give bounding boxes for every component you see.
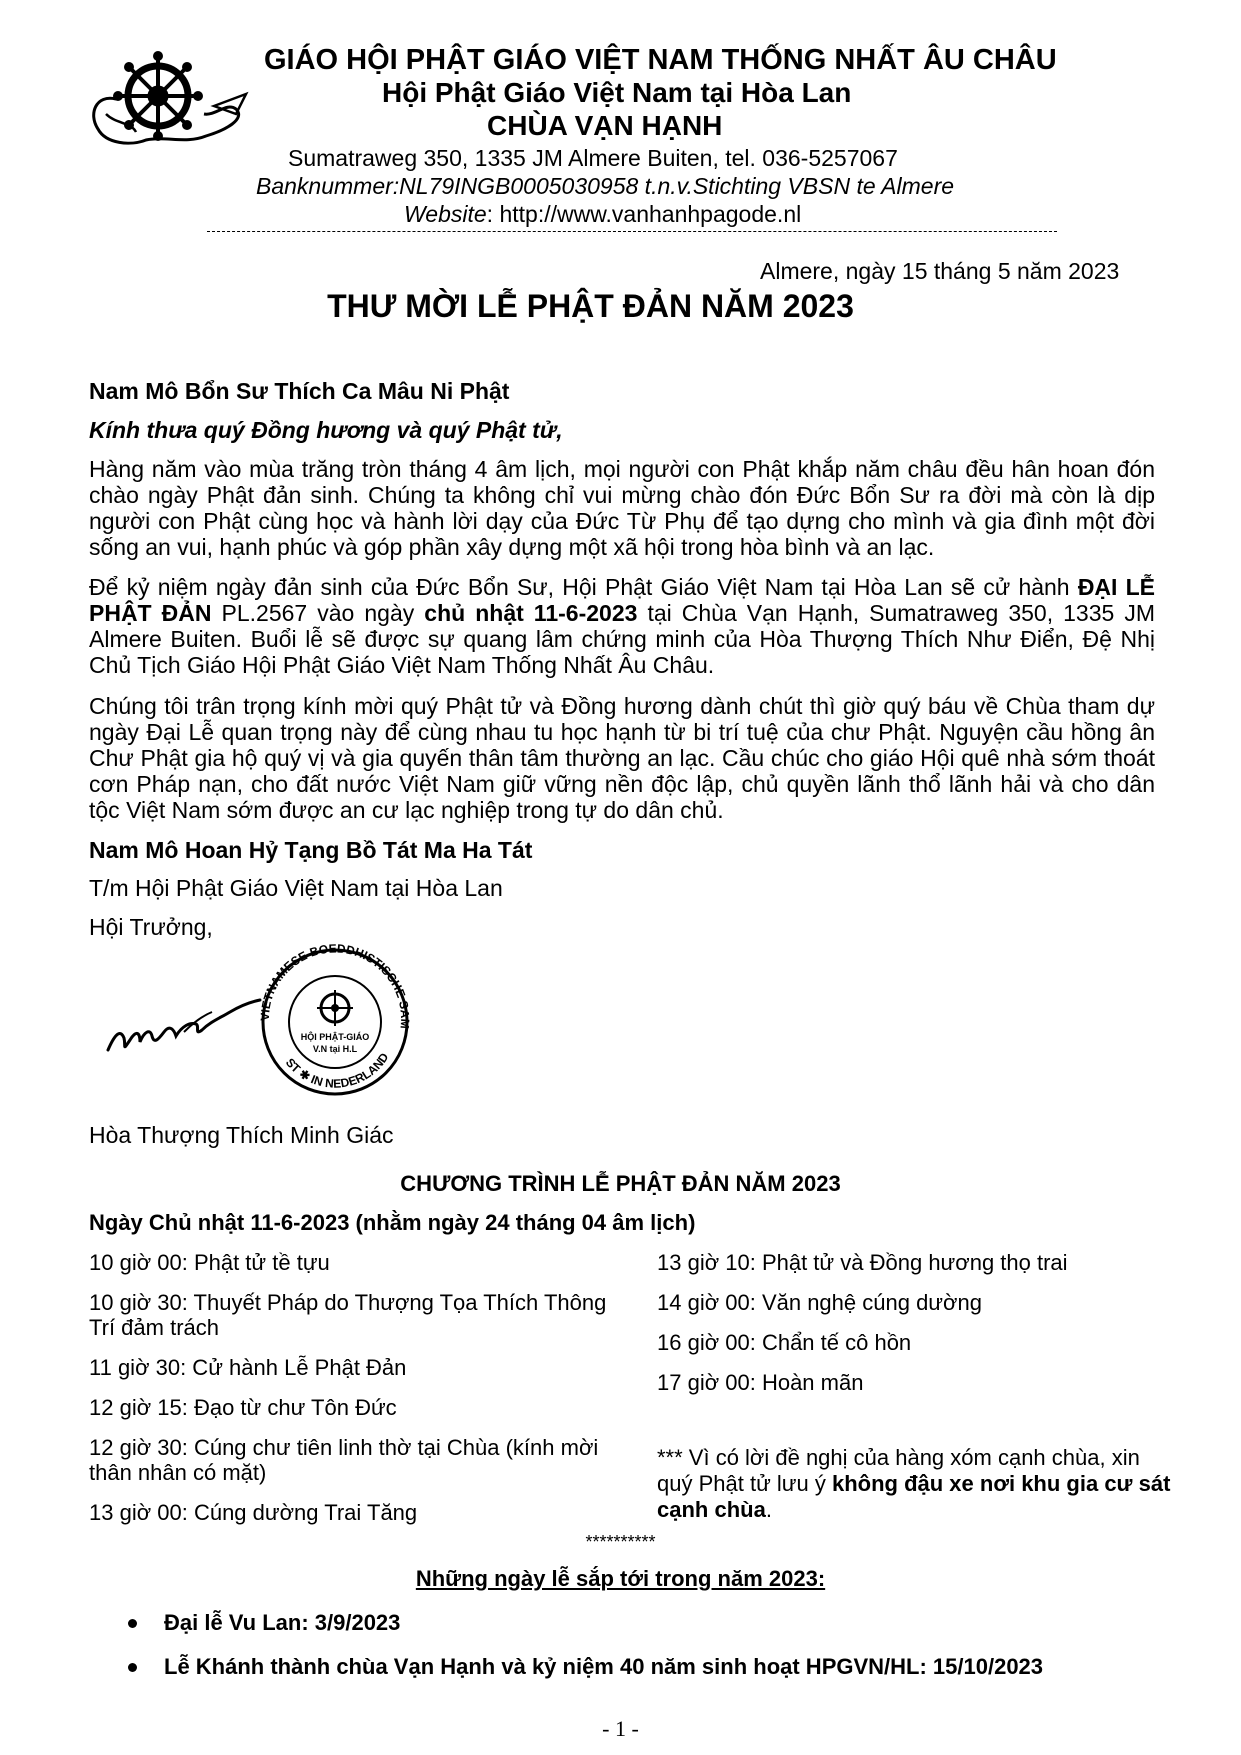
temple-logo — [86, 44, 261, 154]
program-right-column — [657, 1250, 1167, 1410]
program-item: 17 giờ 00: Hoàn mãn — [657, 1370, 864, 1395]
upcoming-item-text: Lễ Khánh thành chùa Vạn Hạnh và kỷ niệm 40 năm sinh hoạt HPGVN/HL: 15/10/2023 — [164, 1654, 1044, 1679]
program-item: 10 giờ 00: Phật tử tề tựu — [89, 1250, 330, 1275]
bullet-icon — [128, 1619, 137, 1628]
upcoming-item-text: Đại lễ Vu Lan: 3/9/2023 — [164, 1610, 401, 1635]
seal-icon — [100, 940, 410, 1094]
page-title — [0, 288, 1241, 325]
program-title-text: CHƯƠNG TRÌNH LỄ PHẬT ĐẢN NĂM 2023 — [400, 1171, 841, 1196]
program-item: 14 giờ 00: Văn nghệ cúng dường — [657, 1290, 982, 1315]
note-text: Vì có lời đề nghị của hàng xóm cạnh chùa, xin quý Phật tử lưu ý — [657, 1445, 1140, 1496]
program-item: 13 giờ 10: Phật tử và Đồng hương thọ trai — [657, 1250, 1068, 1275]
bullet-icon — [128, 1663, 137, 1672]
closing-line: Nam Mô Hoan Hỷ Tạng Bồ Tát Ma Ha Tát — [89, 837, 533, 863]
paragraph-2 — [89, 574, 1155, 678]
header-website — [404, 201, 801, 228]
program-item: 16 giờ 00: Chẩn tế cô hồn — [657, 1330, 912, 1355]
signature-stamp — [100, 940, 410, 1115]
header-line3: CHÙA VẠN HẠNH — [487, 110, 723, 141]
program-item: 10 giờ 30: Thuyết Pháp do Thượng Tọa Thích Thông Trí đảm trách — [89, 1290, 607, 1340]
date-line: Almere, ngày 15 tháng 5 năm 2023 — [760, 258, 1120, 284]
note-prefix: *** — [657, 1445, 689, 1470]
upcoming-title: Những ngày lễ sắp tới trong năm 2023: — [415, 1566, 826, 1591]
program-left-column — [89, 1250, 609, 1540]
org-line: T/m Hội Phật Giáo Việt Nam tại Hòa Lan — [89, 875, 503, 901]
p2-text-2: PL.2567 vào ngày — [211, 600, 425, 626]
page-number: - 1 - — [602, 1716, 639, 1741]
p2-bold-2: chủ nhật 11-6-2023 — [424, 600, 638, 626]
svg-text:VIETNAMESE BOEDDHISTISCHE SAME: VIETNAMESE BOEDDHISTISCHE S — [257, 941, 410, 1021]
program-date: Ngày Chủ nhật 11-6-2023 (nhằm ngày 24 tháng 04 âm lịch) — [89, 1210, 696, 1235]
signer-name: Hòa Thượng Thích Minh Giác — [89, 1122, 394, 1148]
program-item: 13 giờ 00: Cúng dường Trai Tăng — [89, 1500, 418, 1525]
p2-text-1: Để kỷ niệm ngày đản sinh của Đức Bổn Sư, Hội Phật Giáo Việt Nam tại Hòa Lan sẽ cử hành — [89, 574, 1078, 600]
svg-text:ST ✱ IN NEDERLAND ✱: ST ✱ IN NEDERLAND — [282, 1050, 392, 1091]
header-line2: Hội Phật Giáo Việt Nam tại Hòa Lan — [382, 77, 852, 108]
note-end: . — [765, 1497, 772, 1522]
dharma-wheel-icon — [113, 51, 203, 141]
stars-divider: ********** — [585, 1532, 656, 1552]
website-link[interactable]: : http://www.vanhanhpagode.nl — [486, 201, 802, 227]
upcoming-list — [128, 1610, 1043, 1698]
website-label: Website — [404, 201, 487, 227]
page-title-text: THƯ MỜI LỄ PHẬT ĐẢN NĂM 2023 — [327, 288, 854, 324]
greeting-line-2: Kính thưa quý Đồng hương và quý Phật tử, — [89, 417, 563, 443]
p2-bold-1: ĐẠI LỄ PHẬT ĐẢN — [89, 574, 1156, 626]
signature-icon — [108, 1000, 260, 1050]
program-item: 12 giờ 15: Đạo từ chư Tôn Đức — [89, 1395, 397, 1420]
greeting-line-1: Nam Mô Bổn Sư Thích Ca Mâu Ni Phật — [89, 378, 510, 404]
header-line1: GIÁO HỘI PHẬT GIÁO VIỆT NAM THỐNG NHẤT ÂU CHÂU — [264, 44, 1057, 76]
p2-text-3: tại Chùa Vạn Hạnh, Sumatraweg 350, 1335 JM Almere Buiten. Buổi lễ sẽ được sự quang lâm chứng minh của Hòa Thượng Thích Như Điển, Đệ Nhị Chủ Tịch Giáo Hội Phật Giáo Việt Nam Thống Nhất Âu Châu. — [89, 600, 1155, 678]
program-item: 12 giờ 30: Cúng chư tiên linh thờ tại Chùa (kính mời thân nhân có mặt) — [89, 1435, 599, 1485]
header-separator — [207, 226, 1057, 232]
header-bank: Banknummer:NL79INGB0005030958 t.n.v.Stichting VBSN te Almere — [256, 173, 955, 199]
svg-text:V.N tại H.L: V.N tại H.L — [312, 1044, 358, 1054]
paragraph-1: Hàng năm vào mùa trăng tròn tháng 4 âm lịch, mọi người con Phật khắp năm châu đều hân hoan đón chào ngày Phật đản sinh. Chúng ta không chỉ vui mừng chào đón Đức Bổn Sư ra đời mà còn là dịp người con Phật cùng học và hành lời dạy của Đức Từ Phụ để tạo dựng cho mình và gia đình một đời sống an vui, hạnh phúc và góp phần xây dựng một xã hội trong hòa bình và an lạc. — [89, 456, 1155, 560]
note-bold: không đậu xe nơi khu gia cư sát cạnh chùa — [657, 1471, 1171, 1522]
president-line: Hội Trưởng, — [89, 914, 213, 940]
list-item — [128, 1610, 1043, 1636]
program-item: 11 giờ 30: Cử hành Lễ Phật Đản — [89, 1355, 407, 1380]
svg-text:HỘI PHẬT-GIÁO: HỘI PHẬT-GIÁO — [300, 1032, 370, 1042]
parking-note — [657, 1445, 1177, 1523]
header-address: Sumatraweg 350, 1335 JM Almere Buiten, tel. 036-5257067 — [288, 145, 898, 171]
list-item — [128, 1654, 1043, 1680]
program-title — [0, 1171, 1241, 1197]
paragraph-3: Chúng tôi trân trọng kính mời quý Phật tử và Đồng hương dành chút thì giờ quý báu về Chùa tham dự ngày Đại Lễ quan trọng này để cùng nhau tu học hạnh từ bi trí tuệ của chư Phật. Nguyện cầu hồng ân Chư Phật gia hộ quý vị và gia quyến thân tâm thường an lạc. Cầu chúc cho giáo Hội quê nhà sớm thoát cơn Pháp nạn, cho đất nước Việt Nam giữ vững nền độc lập, chủ quyền lãnh thổ lãnh hải và cho dân tộc Việt Nam sớm được an cư lạc nghiệp trong tự do dân chủ. — [89, 693, 1155, 823]
